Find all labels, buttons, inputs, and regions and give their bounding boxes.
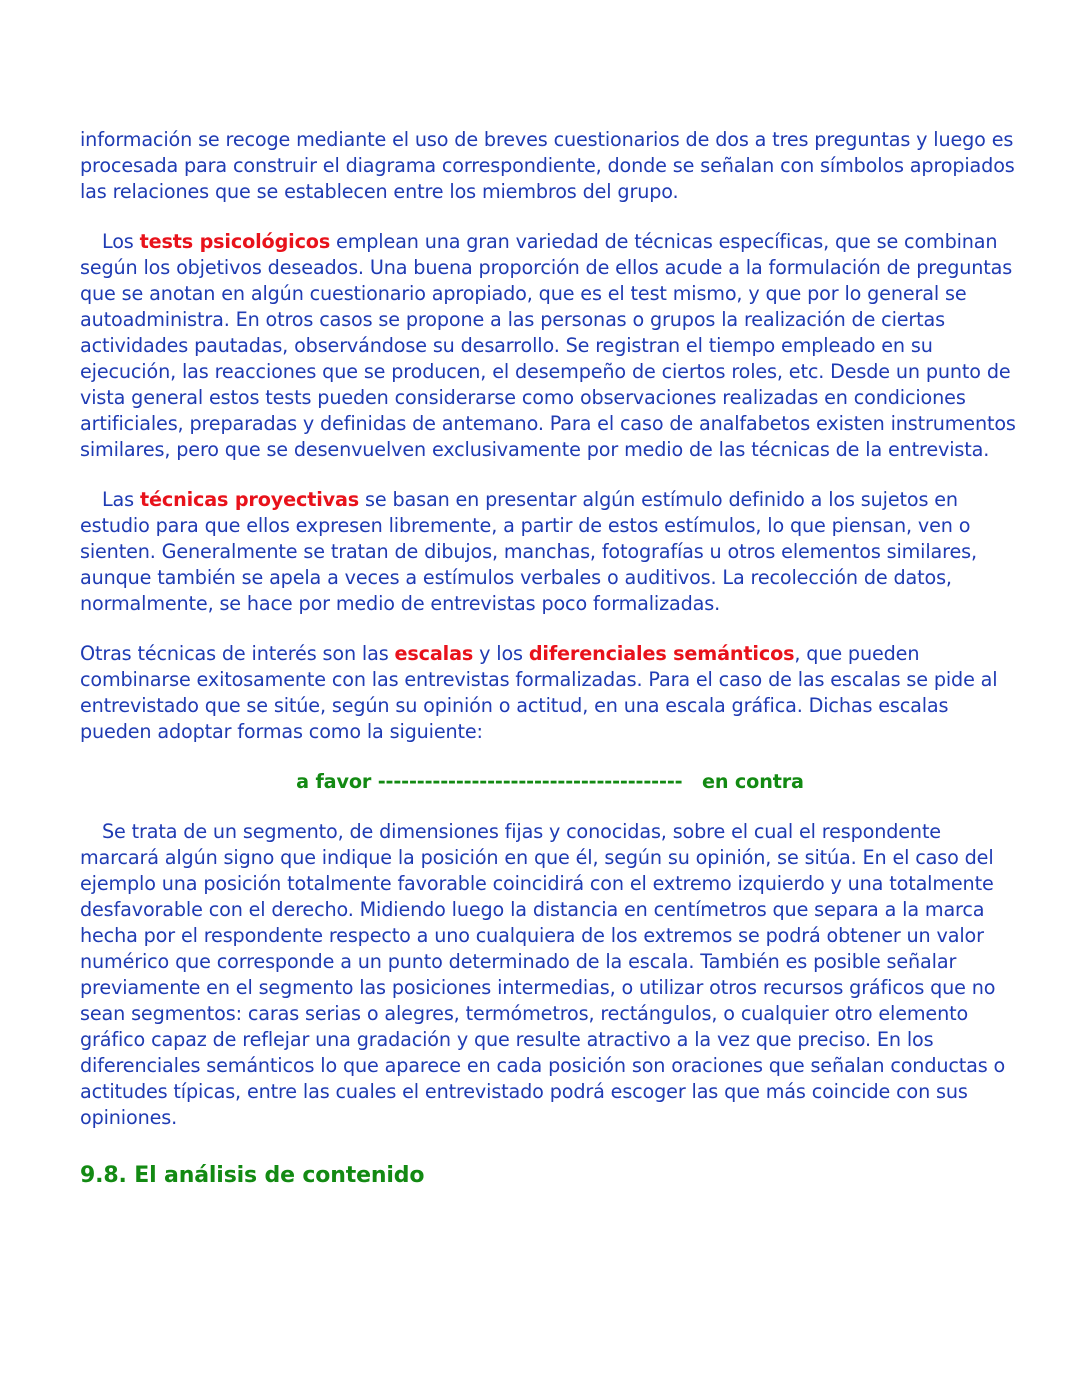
paragraph-tecnicas-proyectivas — [80, 487, 1020, 617]
paragraph-body-text: , que pueden combinarse exitosamente con las entrevistas formalizadas. Para el caso de las escalas se pide al entrevistado que se sitúe, según su opinión o actitud, en una escala gráfica. Dichas escalas pueden adoptar formas como la siguiente: — [80, 642, 998, 743]
term-escalas: escalas — [394, 642, 474, 665]
paragraph-body-text: emplean una gran variedad de técnicas específicas, que se combinan según los objetivos deseados. Una buena proporción de ellos acude a la formulación de preguntas que se anotan en algún cuestionario apropiado, que es el test mismo, y que por lo general se autoadministra. En otros casos se propone a las personas o grupos la realización de ciertas actividades pautadas, observándose su desarrollo. Se registran el tiempo empleado en su ejecución, las reacciones que se producen, el desempeño de ciertos roles, etc. Desde un punto de vista general estos tests pueden considerarse como observaciones realizadas en condiciones artificiales, preparadas y definidas de antemano. Para el caso de analfabetos existen instrumentos similares, pero que se desenvuelven exclusivamente por medio de las técnicas de la entrevista. — [80, 230, 1016, 461]
paragraph-tests-psicologicos — [80, 229, 1020, 463]
paragraph-lead-text: Otras técnicas de interés son las — [80, 642, 395, 665]
document-page — [80, 127, 1020, 1191]
scale-example: a favor --------------------------------------- en contra — [296, 770, 804, 793]
term-tecnicas-proyectivas: técnicas proyectivas — [139, 488, 360, 511]
paragraph-escalas — [80, 641, 1020, 745]
paragraph-connector-text: y los — [473, 642, 529, 665]
section-heading: 9.8. El análisis de contenido — [80, 1163, 425, 1188]
paragraph-body-text: se basan en presentar algún estímulo definido a los sujetos en estudio para que ellos expresen libremente, a partir de estos estímulos, lo que piensan, ven o sienten. Generalmente se tratan de dibujos, manchas, fotografías u otros elementos similares, aunque también se apela a veces a estímulos verbales o auditivos. La recolección de datos, normalmente, se hace por medio de entrevistas poco formalizadas. — [80, 488, 977, 615]
paragraph-lead-text: Los — [102, 230, 140, 253]
paragraph-scale-explanation: Se trata de un segmento, de dimensiones fijas y conocidas, sobre el cual el respondente marcará algún signo que indique la posición en que él, según su opinión, se sitúa. En el caso del ejemplo una posición totalmente favorable coincidirá con el extremo izquierdo y una totalmente desfavorable con el derecho. Midiendo luego la distancia en centímetros que separa a la marca hecha por el respondente respecto a uno cualquiera de los extremos se podrá obtener un valor numérico que corresponde a un punto determinado de la escala. También es posible señalar previamente en el segmento las posiciones intermedias, o utilizar otros recursos gráficos que no sean segmentos: caras serias o alegres, termómetros, rectángulos, o cualquier otro elemento gráfico capaz de reflejar una gradación y que resulte atractivo a la vez que preciso. En los diferenciales semánticos lo que aparece en cada posición son oraciones que señalan conductas o actitudes típicas, entre las cuales el entrevistado podrá escoger las que más coincide con sus opiniones. — [80, 820, 1006, 1129]
paragraph-sociogram-continuation: información se recoge mediante el uso de breves cuestionarios de dos a tres preguntas y luego es procesada para construir el diagrama correspondiente, donde se señalan con símbolos apropiados las relaciones que se establecen entre los miembros del grupo. — [80, 128, 1015, 203]
paragraph-lead-text: Las — [102, 488, 140, 511]
term-tests-psicologicos: tests psicológicos — [139, 230, 331, 253]
term-diferenciales-semanticos: diferenciales semánticos — [528, 642, 795, 665]
